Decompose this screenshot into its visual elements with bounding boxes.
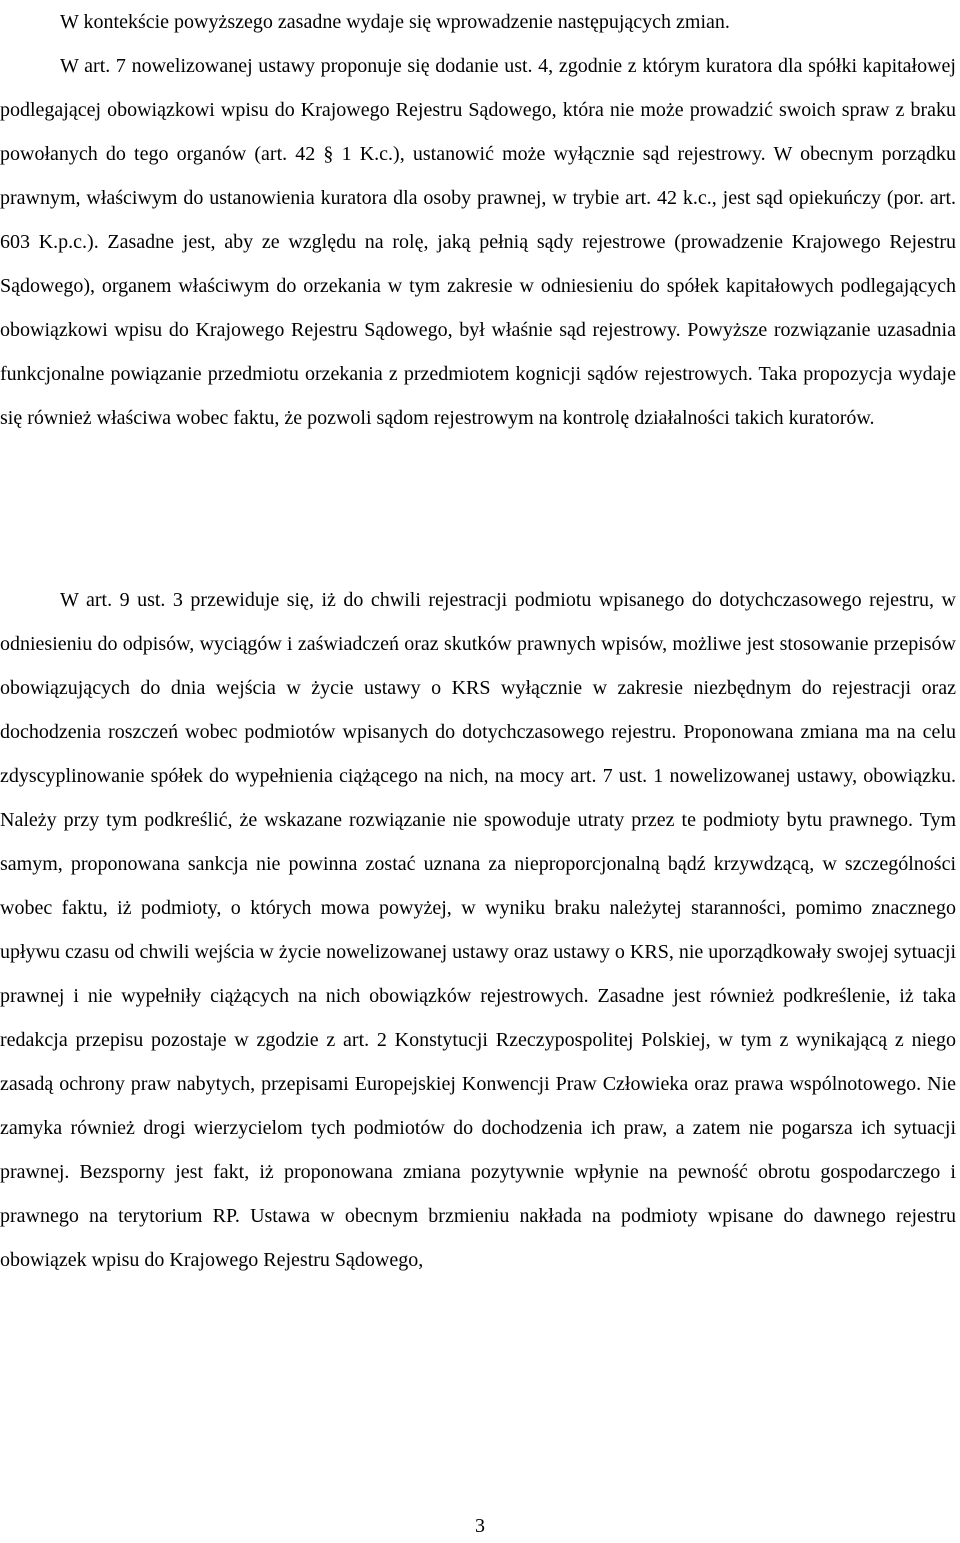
paragraph-art-9: W art. 9 ust. 3 przewiduje się, iż do chwili rejestracji podmiotu wpisanego do dotychczasowego rejestru, w odniesieniu do odpisów, wyciągów i zaświadczeń oraz skutków prawnych wpisów, możliwe jest stosowanie przepisów obowiązujących do dnia wejścia w życie ustawy o KRS wyłącznie w zakresie niezbędnym do rejestracji oraz dochodzenia roszczeń wobec podmiotów wpisanych do dotychczasowego rejestru. Proponowana zmiana ma na celu zdyscyplinowanie spółek do wypełnienia ciążącego na nich, na mocy art. 7 ust. 1 nowelizowanej ustawy, obowiązku. Należy przy tym podkreślić, że wskazane rozwiązanie nie spowoduje utraty przez te podmioty bytu prawnego. Tym samym, proponowana sankcja nie powinna zostać uznana za nieproporcjonalną bądź krzywdzącą, w szczególności wobec faktu, iż podmioty, o których mowa powyżej, w wyniku braku należytej staranności, pomimo znacznego upływu czasu od chwili wejścia w życie nowelizowanej ustawy oraz ustawy o KRS, nie uporządkowały swojej sytuacji prawnej i nie wypełniły ciążących na nich obowiązków rejestrowych. Zasadne jest również podkreślenie, iż taka redakcja przepisu pozostaje w zgodzie z art. 2 Konstytucji Rzeczypospolitej Polskiej, w tym z wynikającą z niego zasadą ochrony praw nabytych, przepisami Europejskiej Konwencji Praw Człowieka oraz prawa wspólnotowego. Nie zamyka również drogi wierzycielom tych podmiotów do dochodzenia ich praw, a zatem nie pogarsza ich sytuacji prawnej. Bezsporny jest fakt, iż proponowana zmiana pozytywnie wpłynie na pewność obrotu gospodarczego i prawnego na terytorium RP. Ustawa w obecnym brzmieniu nakłada na podmioty wpisane do dawnego rejestru obowiązek wpisu do Krajowego Rejestru Sądowego,: [0, 589, 956, 1271]
paragraph-intro: W kontekście powyższego zasadne wydaje się wprowadzenie następujących zmian.: [60, 11, 730, 33]
page-number: 3: [475, 1515, 485, 1537]
paragraph-art-7: W art. 7 nowelizowanej ustawy proponuje się dodanie ust. 4, zgodnie z którym kuratora dla spółki kapitałowej podlegającej obowiązkowi wpisu do Krajowego Rejestru Sądowego, która nie może prowadzić swoich spraw z braku powołanych do tego organów (art. 42 § 1 K.c.), ustanowić może wyłącznie sąd rejestrowy. W obecnym porządku prawnym, właściwym do ustanowienia kuratora dla osoby prawnej, w trybie art. 42 k.c., jest sąd opiekuńczy (por. art. 603 K.p.c.). Zasadne jest, aby ze względu na rolę, jaką pełnią sądy rejestrowe (prowadzenie Krajowego Rejestru Sądowego), organem właściwym do orzekania w tym zakresie w odniesieniu do spółek kapitałowych podlegających obowiązkowi wpisu do Krajowego Rejestru Sądowego, był właśnie sąd rejestrowy. Powyższe rozwiązanie uzasadnia funkcjonalne powiązanie przedmiotu orzekania z przedmiotem kognicji sądów rejestrowych. Taka propozycja wydaje się również właściwa wobec faktu, że pozwoli sądom rejestrowym na kontrolę działalności takich kuratorów.: [0, 55, 956, 429]
